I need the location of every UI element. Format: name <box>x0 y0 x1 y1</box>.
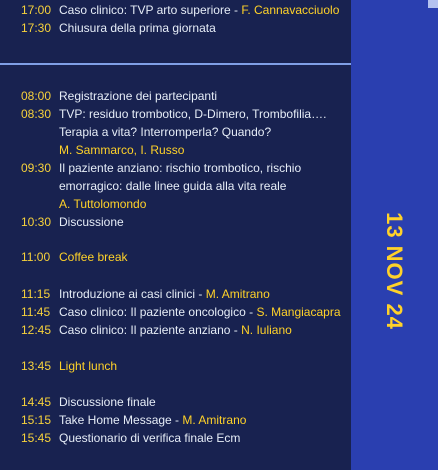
agenda-speaker: A. Tuttolomondo <box>59 197 147 211</box>
agenda-speaker: M. Amitrano <box>205 287 270 301</box>
agenda-speaker: M. Amitrano <box>182 413 247 427</box>
agenda-title: Registrazione dei partecipanti <box>59 89 218 103</box>
agenda-break: Coffee break <box>59 250 128 264</box>
agenda-title-line: emorragico: dalle linee guida alla vita reale <box>59 179 287 193</box>
corner-decoration <box>428 0 438 8</box>
agenda-time: 11:45 <box>21 305 51 319</box>
agenda-title-line: TVP: residuo trombotico, D-Dimero, Trombofilia…. <box>59 107 327 121</box>
agenda-time: 12:45 <box>21 323 52 337</box>
agenda-separator: - <box>230 323 242 337</box>
section-divider <box>0 63 351 65</box>
agenda-time: 08:30 <box>21 107 52 121</box>
agenda-separator: - <box>195 287 206 301</box>
agenda-time: 09:30 <box>21 161 52 175</box>
agenda-title: Take Home Message <box>59 413 172 427</box>
agenda-separator: - <box>171 413 183 427</box>
agenda-title: Discussione finale <box>59 395 156 409</box>
agenda-time: 08:00 <box>21 89 52 103</box>
agenda-time: 15:45 <box>21 431 52 445</box>
agenda-time: 11:15 <box>21 287 51 301</box>
agenda-speaker: N. Iuliano <box>241 323 292 337</box>
agenda-time: 10:30 <box>21 215 52 229</box>
agenda-text <box>59 1 349 19</box>
agenda-title-line: Il paziente anziano: rischio trombotico, rischio <box>59 161 302 175</box>
agenda-text <box>59 105 349 159</box>
agenda-separator: - <box>245 305 257 319</box>
agenda-text <box>59 285 349 303</box>
agenda-text <box>59 159 349 213</box>
agenda-time: 13:45 <box>21 359 52 373</box>
agenda-time: 17:00 <box>21 3 52 17</box>
agenda-break: Light lunch <box>59 359 118 373</box>
agenda-separator: - <box>230 3 242 17</box>
agenda-text <box>59 321 349 339</box>
agenda-title-line: Terapia a vita? Interromperla? Quando? <box>59 125 272 139</box>
agenda-speaker: M. Sammarco, I. Russo <box>59 143 185 157</box>
agenda-time: 17:30 <box>21 21 52 35</box>
agenda-title: Discussione <box>59 215 124 229</box>
agenda-title: Introduzione ai casi clinici <box>59 287 196 301</box>
agenda-title: Questionario di verifica finale Ecm <box>59 431 241 445</box>
agenda-time: 11:00 <box>21 250 51 264</box>
agenda-speaker: F. Cannavacciuolo <box>241 3 340 17</box>
agenda-text <box>59 303 349 321</box>
event-date: 13 NOV 24 <box>382 212 407 330</box>
agenda-title: Caso clinico: Il paziente anziano <box>59 323 231 337</box>
agenda-text <box>59 411 349 429</box>
agenda-title: Chiusura della prima giornata <box>59 21 216 35</box>
agenda-title: Caso clinico: Il paziente oncologico <box>59 305 246 319</box>
agenda-speaker: S. Mangiacapra <box>256 305 341 319</box>
agenda-time: 14:45 <box>21 395 52 409</box>
agenda-time: 15:15 <box>21 413 52 427</box>
agenda-title: Caso clinico: TVP arto superiore <box>59 3 231 17</box>
